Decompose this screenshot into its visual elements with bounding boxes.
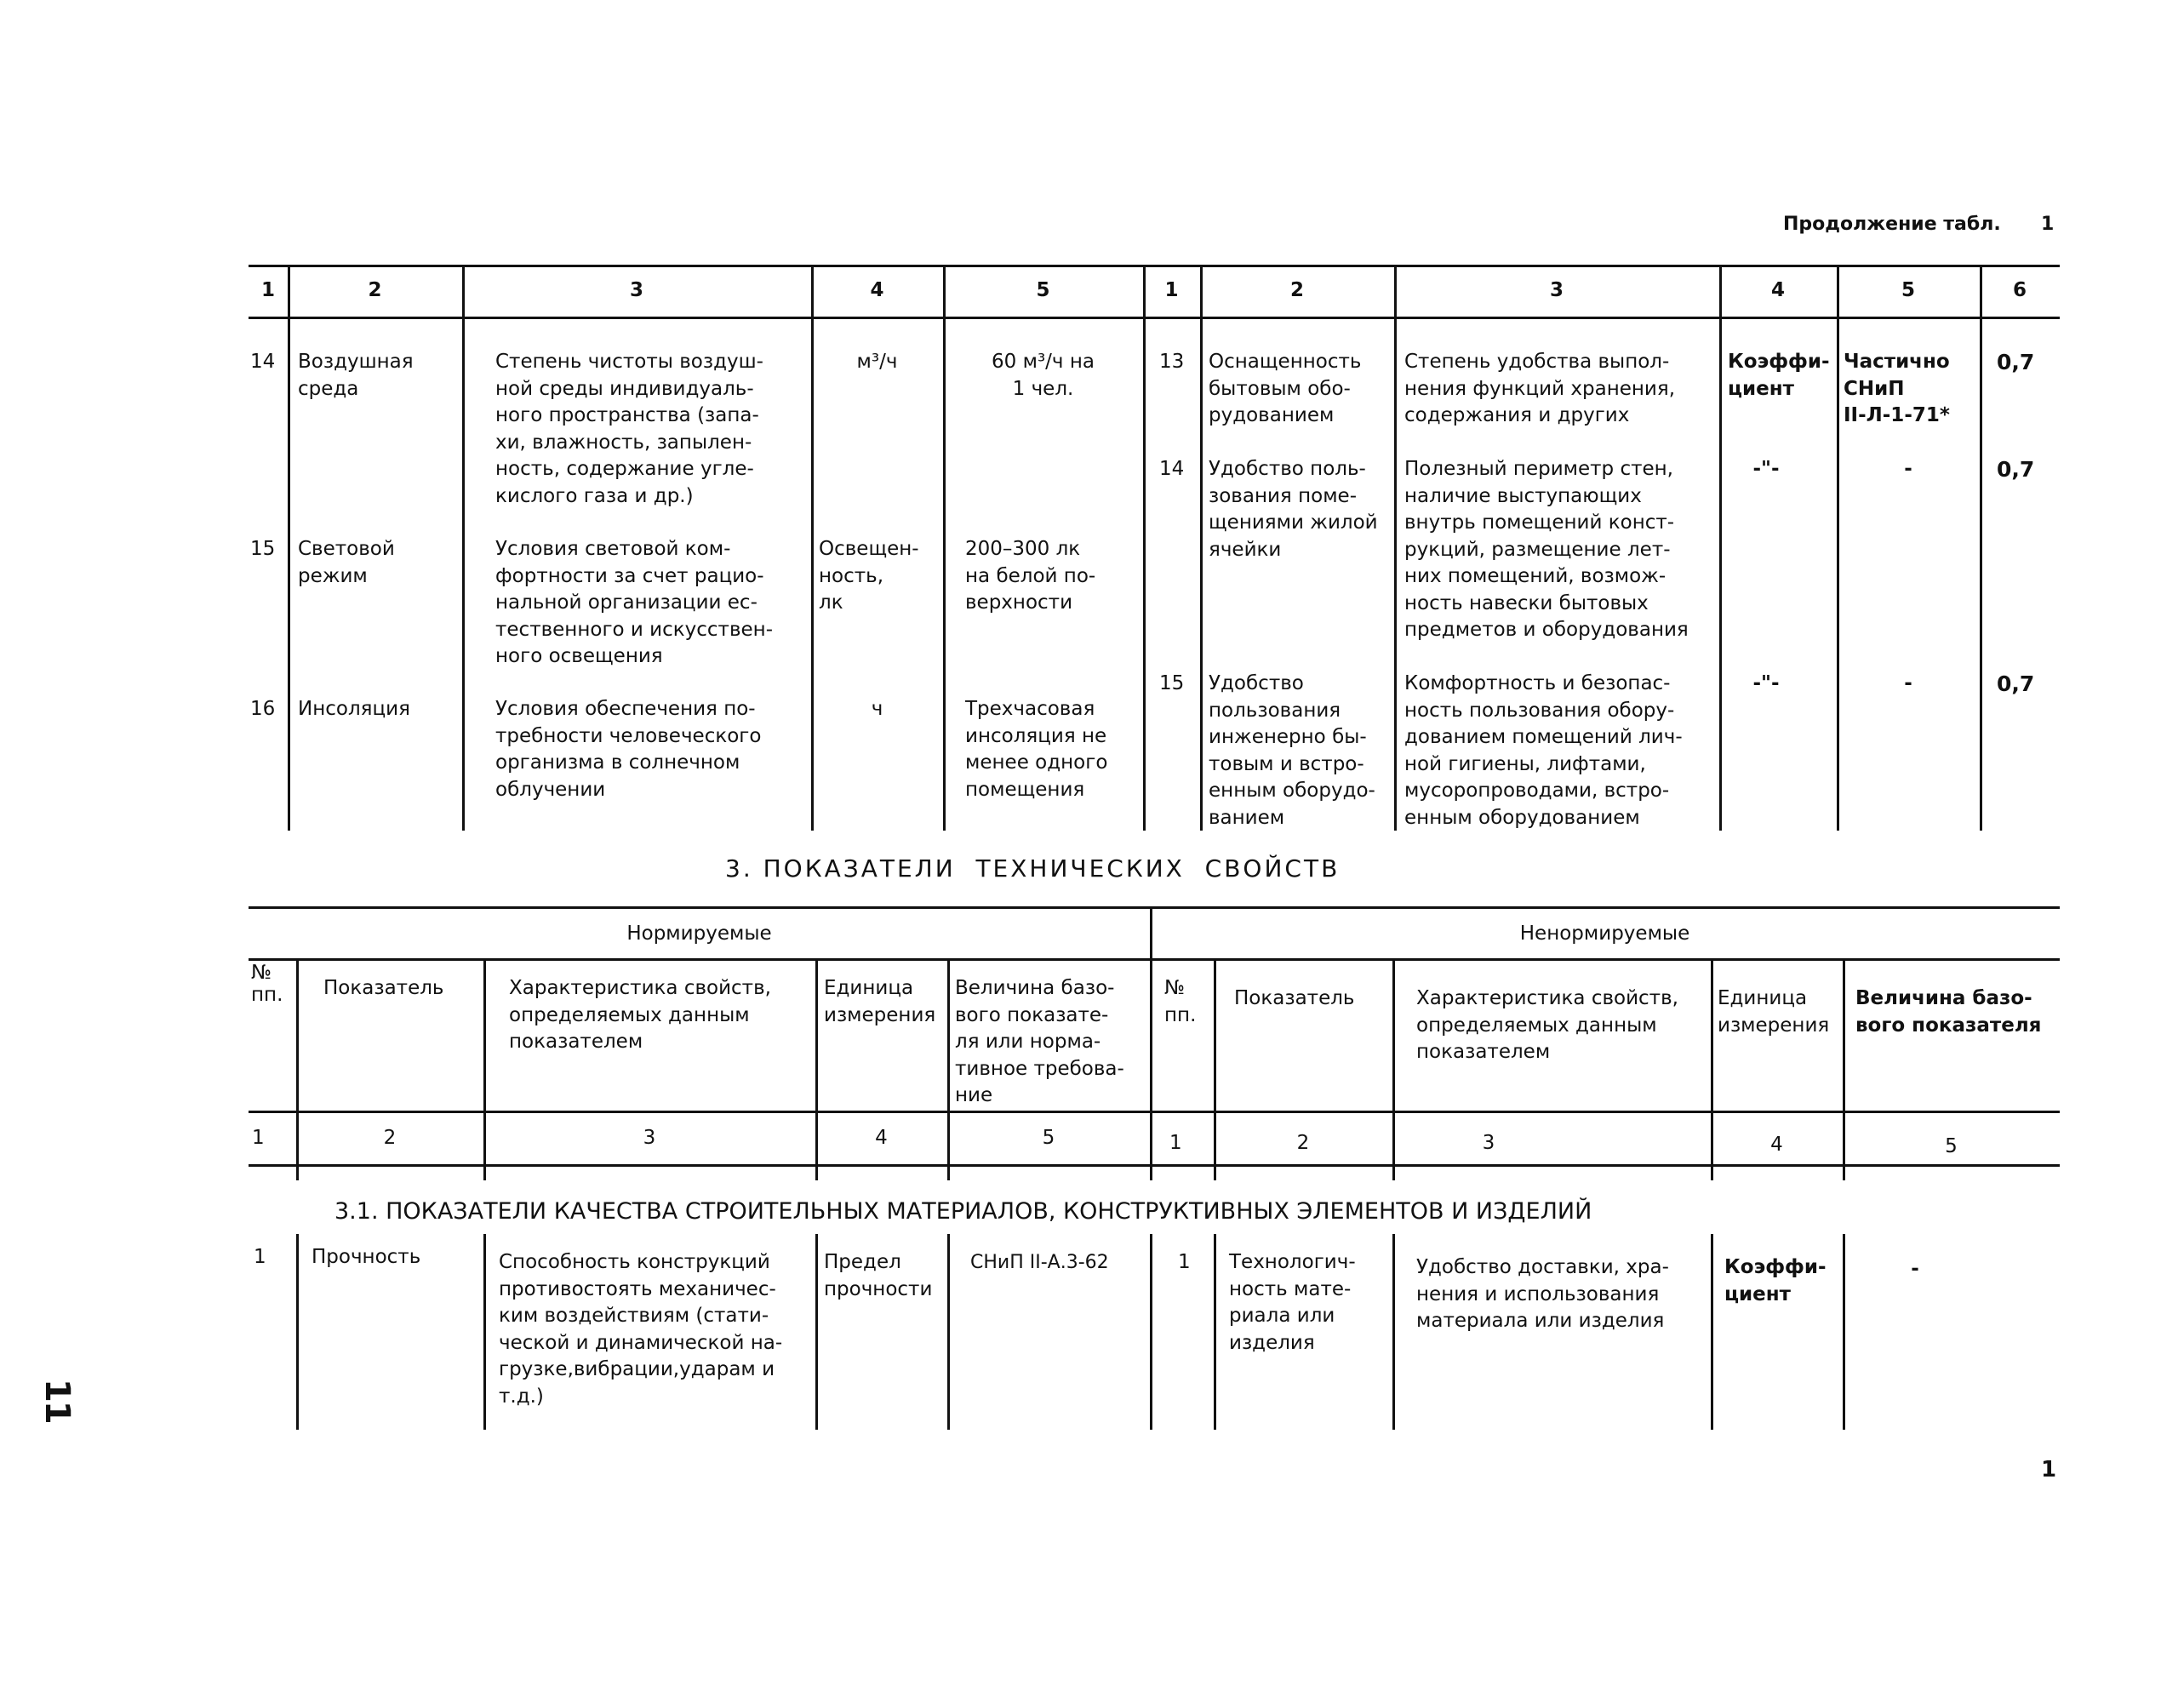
header-cell: Показатель [1234,987,1355,1009]
row-number: 15 [250,538,276,560]
row-number: 13 [1159,351,1185,373]
col-num: 4 [870,279,884,301]
header-cell: Единица измерения [1718,987,1830,1037]
col-num: 3 [1482,1132,1495,1154]
indicator-unit: Освещен- ность, лк [819,538,919,614]
col-num: 1 [1169,1132,1182,1154]
col-num: 3 [1549,279,1564,301]
corner-mark: 1 [2041,1457,2057,1482]
indicator-value: 200–300 лк на белой по- верхности [965,538,1096,614]
indicator-description: Условия обеспечения по- требности человеческого организма в солнечном облучении [495,698,762,801]
col-num: 1 [260,279,275,301]
row-number: 1 [1178,1251,1191,1273]
col-num: 1 [1164,279,1179,301]
indicator-value: СНиП II-А.3-62 [970,1252,1109,1273]
col-num: 6 [2012,279,2027,301]
header-cell: Единица измерения [824,977,936,1026]
group-non-normalized: Ненормируемые [1519,923,1690,945]
col-num: 4 [875,1127,888,1149]
indicator-name: Инсоляция [298,698,410,720]
indicator-unit: -"- [1752,458,1780,480]
indicator-description: Удобство доставки, хра- нения и использования материала или изделия [1416,1256,1669,1332]
indicator-value: - [1904,458,1912,480]
col-num: 2 [383,1127,397,1149]
indicator-name: Оснащенность бытовым обо- рудованием [1209,351,1362,426]
col-num: 3 [629,279,643,301]
col-num: 5 [1901,279,1915,301]
indicator-name: Удобство поль- зования поме- щениями жилой ячейки [1209,458,1378,561]
row-number: 16 [250,698,276,720]
indicator-name: Удобство пользования инженерно бы- товым и встро- енным оборудо- ванием [1209,672,1375,829]
indicator-value: Трехчасовая инсоляция не менее одного помещения [965,698,1108,801]
header-cell: № пп. [1164,977,1197,1026]
header-cell: Величина базо- вого показате- ля или норма- тивное требова- ние [955,977,1124,1106]
col-num: 5 [1042,1127,1055,1149]
indicator-unit: -"- [1752,672,1780,694]
indicator-description: Условия световой ком- фортности за счет рацио- нальной организации ес- тественного и искусствен- ного освещения [495,538,773,667]
header-cell: Величина базо- вого показателя [1855,987,2042,1037]
indicator-unit: Коэффи- циент [1724,1256,1827,1305]
row-number: 14 [1159,458,1185,480]
indicator-name: Технологич- ность мате- риала или изделия [1229,1251,1356,1354]
col-num: 2 [1289,279,1304,301]
indicator-value: - [1904,672,1912,694]
indicator-weight: 0,7 [1997,671,2035,696]
col-num: 5 [1036,279,1050,301]
indicator-unit: м³/ч [856,351,898,373]
indicator-name: Световой режим [298,538,395,587]
group-normalized: Нормируемые [626,923,772,945]
header-cell: Характеристика свойств, определяемых данным показателем [1416,987,1678,1063]
col-num: 4 [1770,1134,1783,1156]
indicator-name: Воздушная среда [298,351,414,400]
continuation-label: Продолжение табл. [1783,214,2001,235]
row-number: 14 [250,351,276,373]
header-cell: № пп. [251,962,283,1006]
indicator-unit: Предел прочности [824,1251,933,1300]
indicator-name: Прочность [312,1246,421,1268]
subsection-title: 3.1. ПОКАЗАТЕЛИ КАЧЕСТВА СТРОИТЕЛЬНЫХ МАТЕРИАЛОВ, КОНСТРУКТИВНЫХ ЭЛЕМЕНТОВ И ИЗДЕЛИЙ [334,1198,1592,1225]
col-num: 2 [1296,1132,1310,1154]
indicator-value: 60 м³/ч на 1 чел. [992,351,1095,400]
indicator-unit: ч [871,698,883,720]
col-num: 4 [1770,279,1785,301]
indicator-description: Степень чистоты воздуш- ной среды индивидуаль- ного пространства (запа- хи, влажность, запылен- ность, содержание угле- кислого газа и др.) [495,351,763,507]
indicator-weight: 0,7 [1997,350,2035,374]
col-num: 5 [1945,1135,1958,1157]
indicator-description: Полезный периметр стен, наличие выступающих внутрь помещений конст- рукций, размещение лет- них помещений, возмож- ность навески бытовых предметов и оборудования [1404,458,1689,641]
indicator-weight: 0,7 [1997,457,2035,482]
header-cell: Показатель [323,977,444,999]
indicator-unit: Коэффи- циент [1728,351,1830,400]
header-cell: Характеристика свойств, определяемых данным показателем [509,977,771,1053]
indicator-description: Степень удобства выпол- нения функций хранения, содержания и других [1404,351,1676,426]
row-number: 1 [254,1246,266,1268]
col-num: 2 [368,279,382,301]
table-number: 1 [2041,214,2055,235]
section-title: 3. ПОКАЗАТЕЛИ ТЕХНИЧЕСКИХ СВОЙСТВ [725,854,1341,883]
col-num: 1 [252,1127,265,1149]
indicator-value: - [1911,1258,1919,1280]
page-number: 11 [37,1379,77,1423]
col-num: 3 [643,1127,656,1149]
row-number: 15 [1159,672,1185,694]
indicator-description: Комфортность и безопас- ность пользования обору- дованием помещений лич- ной гигиены, лифтами, мусоропроводами, встро- енным оборудованием [1404,672,1683,829]
indicator-value: Частично СНиП II-Л-1-71* [1844,351,1950,426]
indicator-description: Способность конструкций противостоять механичес- ким воздействиям (стати- ческой и динамической на- грузке,вибрации,ударам и т.д.) [499,1251,783,1408]
